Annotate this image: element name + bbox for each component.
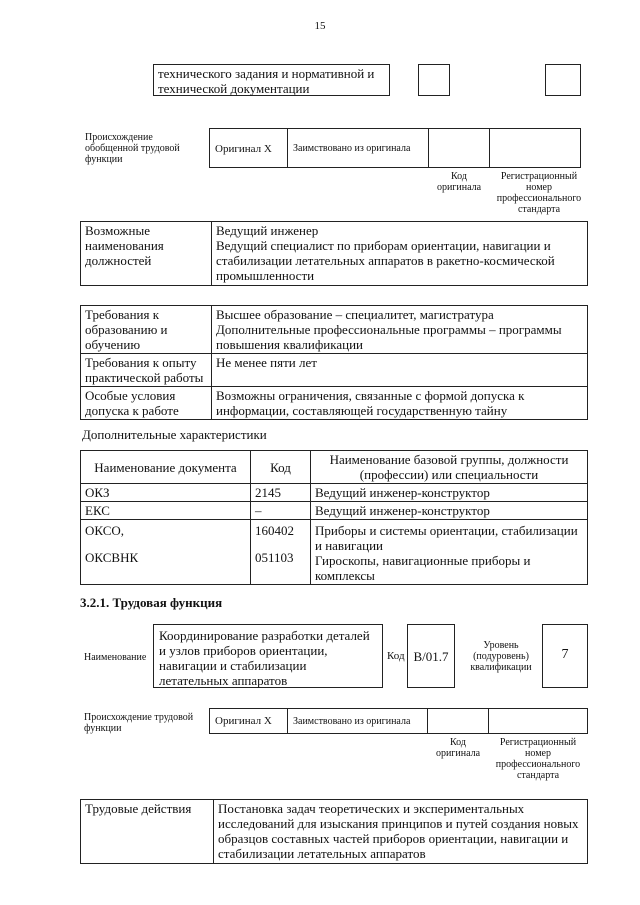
row-name: Ведущий инженер-конструктор [311,502,588,520]
row-name: Приборы и системы ориентации, стабилизации и навигации [315,523,578,553]
value-line: промышленности [216,268,315,283]
header-code: Код [251,451,311,484]
function-code-cell: B/01.7 [407,624,455,688]
level-value-cell: 7 [542,624,588,688]
label-line: квалификации [470,662,532,673]
label-line: Особые условия [85,388,176,403]
row-code-merged [251,520,311,585]
code-original-label [428,171,490,193]
value-line: Дополнительные профессиональные программы – программы [216,322,562,337]
label-line: Происхождение трудовой [84,712,194,723]
top-line: технической документации [158,81,310,96]
value-line: исследований для изыскания принципов и путей создания новых [218,816,579,831]
req-access-label [81,387,212,420]
label-line: Код [450,737,466,748]
empty-box [418,64,450,96]
label-line: допуска к работе [85,403,179,418]
label-line: номер [525,748,551,759]
value-line: Высшее образование – специалитет, магистратура [216,307,494,322]
positions-label [81,222,212,286]
row-code: 2145 [251,484,311,502]
registration-box [488,708,588,734]
req-experience-value [212,354,588,387]
code-original-box [427,708,489,734]
label-line: профессионального [495,759,581,770]
row-doc-merged [81,520,251,585]
label-line: Регистрационный [499,737,577,748]
origin2-label [84,712,209,734]
label-line: должностей [85,253,152,268]
origin-label [85,132,207,165]
row-code: 160402 [255,523,294,538]
positions-table [80,221,588,286]
requirements-table [80,305,588,420]
value-line: Постановка задач теоретических и экспериментальных [218,801,525,816]
borrowed-cell: Заимствовано из оригинала [287,708,428,734]
label-line: Код [451,171,467,182]
label-line: Уровень [483,640,519,651]
value-line: Ведущий специалист по приборам ориентации, навигации и [216,238,551,253]
row-code: 051103 [255,550,294,565]
value-line: стабилизации летательных аппаратов [218,846,426,861]
req-access-value [212,387,588,420]
row-doc: ОКСВНК [85,550,139,565]
label-line: практической работы [85,370,204,385]
label-line: номер [526,182,552,193]
label-line: Требования к [85,307,160,322]
req-education-value [212,306,588,354]
value-line: информации, составляющей государственную тайну [216,403,508,418]
actions-value [214,800,588,864]
extra-table [80,450,588,585]
label-line: Возможные [85,223,150,238]
header-name: Наименование базовой группы, должности (профессии) или специальности [311,451,588,484]
value-line: летательных аппаратов [159,673,288,688]
value-line: образцов составных частей приборов ориентации, навигации и [218,831,569,846]
req-education-label [81,306,212,354]
value-line: повышения квалификации [216,337,364,352]
top-continuation-cell [153,64,390,96]
section-title: 3.2.1. Трудовая функция [80,595,223,610]
empty-box [545,64,581,96]
top-line: технического задания и нормативной и [158,66,375,81]
extra-heading: Дополнительные характеристики [82,427,267,442]
value-line: навигации и стабилизации [159,658,307,673]
value-line: Ведущий инженер [216,223,319,238]
label-line: образованию и [85,322,168,337]
label-line: (подуровень) [473,651,529,662]
label-line: функции [84,723,122,734]
actions-label: Трудовые действия [81,800,214,864]
label-line: наименования [85,238,164,253]
value-line: и узлов приборов ориентации, [159,643,328,658]
value-line: Возможны ограничения, связанные с формой допуска к [216,388,525,403]
req-experience-label [81,354,212,387]
actions-table [80,799,588,864]
origin-label-line: обобщенной трудовой [85,143,180,154]
label-line: оригинала [436,182,482,193]
code-label: Код [387,650,405,662]
label-line: оригинала [435,748,481,759]
function-name-cell [153,624,383,688]
label-line: профессионального [496,193,582,204]
origin-label-line: функции [85,154,123,165]
positions-value [212,222,588,286]
code-original-label [427,737,489,759]
row-doc: ЕКС [81,502,251,520]
label-line: обучению [85,337,141,352]
level-label [463,640,539,673]
label-line: стандарта [516,770,560,781]
label-line: стандарта [517,204,561,215]
row-name: Ведущий инженер-конструктор [311,484,588,502]
original-cell: Оригинал Х [209,708,288,734]
value-line: стабилизации летательных аппаратов в ракетно-космической [216,253,555,268]
registration-box [489,128,581,168]
registration-label [489,171,589,215]
row-doc: ОКСО, [85,523,125,538]
label-line: Требования к опыту [85,355,197,370]
original-cell: Оригинал Х [209,128,288,168]
row-code: – [251,502,311,520]
registration-label [488,737,588,781]
row-name-merged [311,520,588,585]
name-label: Наименование [84,652,147,663]
origin-label-line: Происхождение [85,132,153,143]
borrowed-cell: Заимствовано из оригинала [287,128,429,168]
label-line: Регистрационный [500,171,578,182]
value-line: Координирование разработки деталей [159,628,370,643]
row-doc: ОКЗ [81,484,251,502]
code-original-box [428,128,490,168]
value-line: Не менее пяти лет [216,355,317,370]
page-number: 15 [314,20,326,32]
header-document: Наименование документа [81,451,251,484]
row-name: Гироскопы, навигационные приборы и комплексы [315,553,531,583]
